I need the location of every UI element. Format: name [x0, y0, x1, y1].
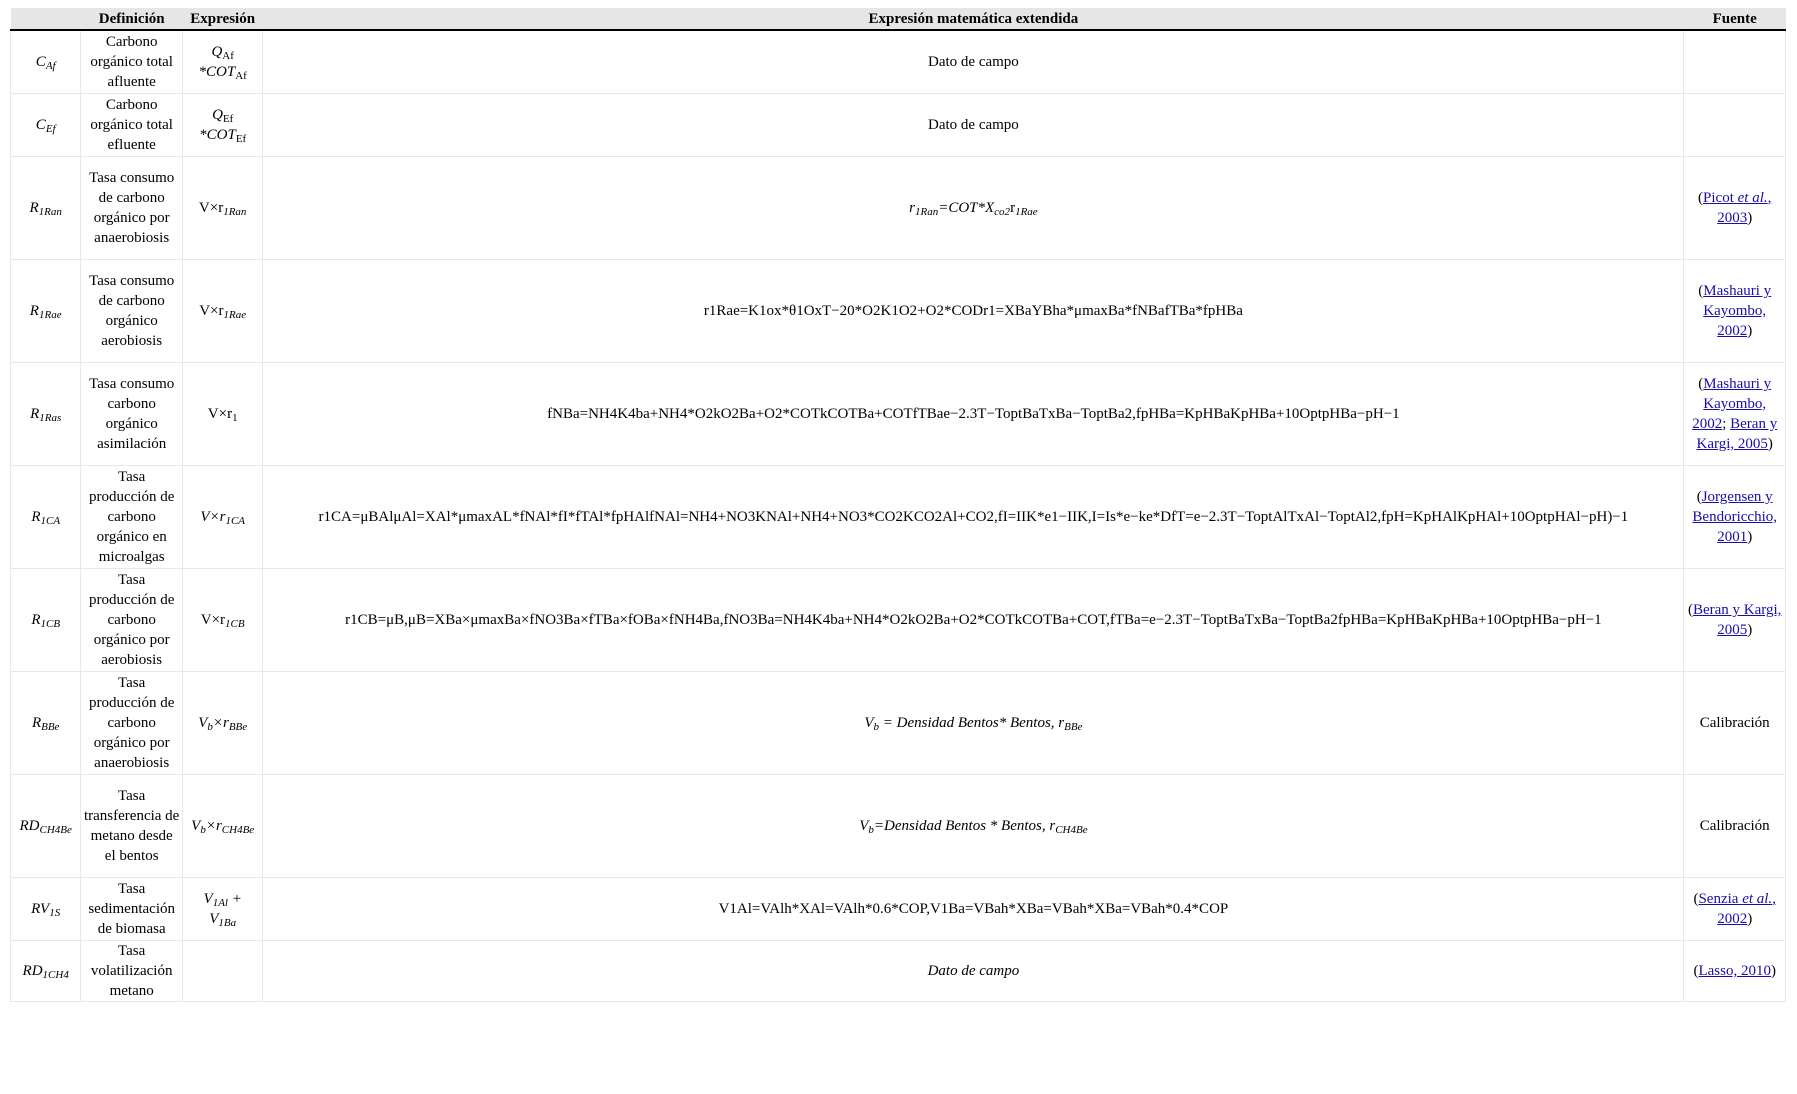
definition-cell: Tasa consumo carbono orgánico asimilación	[81, 363, 183, 466]
header-expression: Expresión	[182, 8, 262, 30]
citation-link[interactable]: Jorgensen y Bendoricchio, 2001	[1692, 489, 1777, 545]
header-row	[11, 8, 1786, 30]
citation-link[interactable]: Senzia et al., 2002	[1698, 891, 1776, 927]
definition-cell: Tasa producción de carbono orgánico por anaerobiosis	[81, 672, 183, 775]
symbol-cell: $R_{1Ran}$	[11, 157, 81, 260]
symbol-cell: $RV_{1S}$	[11, 878, 81, 941]
expression-cell: $V\times r_{1Rae}$	[182, 260, 262, 363]
extended-expression-cell: V1Al=VAlh*XAl=VAlh*0.6*COP,V1Ba=VBah*XBa=VBah*XBa=VBah*0.4*COP	[263, 878, 1684, 941]
definition-cell: Tasa volatilización metano	[81, 941, 183, 1002]
symbol-cell: $R_{1CB}$	[11, 569, 81, 672]
symbol-cell: $R_{1Rae}$	[11, 260, 81, 363]
extended-expression-cell: $V_b$ = Densidad Bentos* Bentos, $r_{BBe}$	[263, 672, 1684, 775]
table-row	[11, 94, 1786, 157]
definition-cell: Carbono orgánico total afluente	[81, 30, 183, 94]
citation-link[interactable]: Beran y Kargi, 2005	[1696, 416, 1778, 452]
extended-expression-cell: fNBa=NH4K4ba+NH4*O2kO2Ba+O2*COTkCOTBa+COTfTBae−2.3T−ToptBaTxBa−ToptBa2,fpHBa=KpHBaKpHBa+10OptpHBa−pH−1	[263, 363, 1684, 466]
expression-cell: $V_{1Al}$ + $V_{1Ba}$	[182, 878, 262, 941]
header-definition: Definición	[81, 8, 183, 30]
definition-cell: Tasa producción de carbono orgánico en microalgas	[81, 466, 183, 569]
source-cell: (Jorgensen y Bendoricchio, 2001)	[1684, 466, 1786, 569]
source-cell: (Mashauri y Kayombo, 2002; Beran y Kargi, 2005)	[1684, 363, 1786, 466]
symbol-cell: $R_{1Ras}$	[11, 363, 81, 466]
extended-expression-cell: r1Rae=K1ox*θ1OxT−20*O2K1O2+O2*CODr1=XBaYBha*μmaxBa*fNBafTBa*fpHBa	[263, 260, 1684, 363]
source-cell: (Picot et al., 2003)	[1684, 157, 1786, 260]
source-cell: (Mashauri y Kayombo, 2002)	[1684, 260, 1786, 363]
table-row	[11, 30, 1786, 94]
expression-cell	[182, 941, 262, 1002]
symbol-cell: $R_{BBe}$	[11, 672, 81, 775]
citation-link[interactable]: Beran y Kargi, 2005	[1692, 602, 1782, 638]
carbon-balance-table	[10, 8, 1786, 1002]
expression-cell: $V_b\times r_{CH4Be}$	[182, 775, 262, 878]
source-cell	[1684, 30, 1786, 94]
extended-expression-cell: r1CB=μB,μB=XBa×μmaxBa×fNO3Ba×fTBa×fOBa×fNH4Ba,fNO3Ba=NH4K4ba+NH4*O2kO2Ba+O2*COTkCOTBa+COT,fTBa=e−2.3T−ToptBaTxBa−ToptBa2fpHBa=KpHBaKpHBa+10OptpHBa−pH−1	[263, 569, 1684, 672]
table-row	[11, 775, 1786, 878]
citation-link[interactable]: Lasso, 2010	[1698, 963, 1771, 979]
table-container	[10, 8, 1786, 1002]
expression-cell: $V\times r_{1Ran}$	[182, 157, 262, 260]
definition-cell: Tasa consumo de carbono orgánico aerobiosis	[81, 260, 183, 363]
source-cell: Calibración	[1684, 775, 1786, 878]
table-row	[11, 941, 1786, 1002]
expression-cell: $V\times r_1$	[182, 363, 262, 466]
symbol-cell: $C_{Ef}$	[11, 94, 81, 157]
header-extended-expression: Expresión matemática extendida	[263, 8, 1684, 30]
citation-link[interactable]: Mashauri y Kayombo, 2002	[1703, 283, 1772, 339]
expression-cell: $V\times r_{1CB}$	[182, 569, 262, 672]
definition-cell: Tasa producción de carbono orgánico por aerobiosis	[81, 569, 183, 672]
definition-cell: Tasa sedimentación de biomasa	[81, 878, 183, 941]
expression-cell: $V_b\times r_{BBe}$	[182, 672, 262, 775]
source-cell: (Senzia et al., 2002)	[1684, 878, 1786, 941]
symbol-cell: $R_{1CA}$	[11, 466, 81, 569]
header-source: Fuente	[1684, 8, 1786, 30]
table-row	[11, 157, 1786, 260]
source-cell	[1684, 94, 1786, 157]
table-row	[11, 569, 1786, 672]
table-row	[11, 260, 1786, 363]
expression-cell: $Q_{Af}$ $*COT_{Af}$	[182, 30, 262, 94]
extended-expression-cell: Dato de campo	[263, 30, 1684, 94]
table-row	[11, 878, 1786, 941]
symbol-cell: $C_{Af}$	[11, 30, 81, 94]
table-row	[11, 672, 1786, 775]
expression-cell: $V\times r_{1CA}$	[182, 466, 262, 569]
source-cell: Calibración	[1684, 672, 1786, 775]
table-row	[11, 466, 1786, 569]
extended-expression-cell: Dato de campo	[263, 94, 1684, 157]
expression-cell: $Q_{Ef}$ $*COT_{Ef}$	[182, 94, 262, 157]
extended-expression-cell: $V_b=Densidad$ Bentos * Bentos, $r_{CH4Be}$	[263, 775, 1684, 878]
source-cell: (Lasso, 2010)	[1684, 941, 1786, 1002]
header-symbol	[11, 8, 81, 30]
definition-cell: Tasa consumo de carbono orgánico por anaerobiosis	[81, 157, 183, 260]
source-cell: (Beran y Kargi, 2005)	[1684, 569, 1786, 672]
extended-expression-cell: $r_{1Ran}=COT*X_{co2}r_{1Rae}$	[263, 157, 1684, 260]
extended-expression-cell: Dato de campo	[263, 941, 1684, 1002]
definition-cell: Tasa transferencia de metano desde el bentos	[81, 775, 183, 878]
definition-cell: Carbono orgánico total efluente	[81, 94, 183, 157]
symbol-cell: $RD_{1CH4}$	[11, 941, 81, 1002]
table-row	[11, 363, 1786, 466]
citation-link[interactable]: Picot et al., 2003	[1703, 190, 1772, 226]
symbol-cell: $RD_{CH4Be}$	[11, 775, 81, 878]
extended-expression-cell: r1CA=μBAlμAl=XAl*μmaxAL*fNAl*fI*fTAl*fpHAlfNAl=NH4+NO3KNAl+NH4+NO3*CO2KCO2Al+CO2,fI=IIK*e1−IIK,I=Is*e−ke*DfT=e−2.3T−ToptAlTxAl−ToptAl2,fpH=KpHAlKpHAl+10OptpHAl−pH)−1	[263, 466, 1684, 569]
citation-link[interactable]: Mashauri y Kayombo, 2002	[1692, 376, 1772, 432]
